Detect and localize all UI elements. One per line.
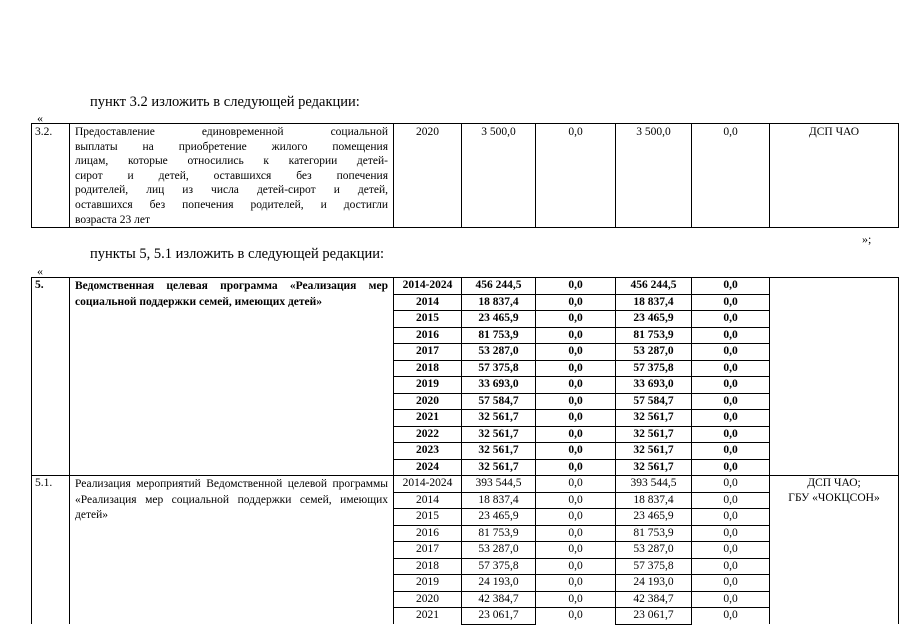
federal-cell: 0,0 <box>536 509 616 526</box>
regional-cell: 33 693,0 <box>616 377 692 394</box>
other-cell: 0,0 <box>692 542 770 559</box>
regional-cell: 23 465,9 <box>616 509 692 526</box>
table-points-5-5-1 <box>31 277 899 625</box>
total-cell: 18 837,4 <box>462 492 536 509</box>
other-cell: 0,0 <box>692 492 770 509</box>
row-number: 3.2. <box>32 124 70 228</box>
open-quote-2: « <box>37 264 43 278</box>
year-cell: 2021 <box>394 608 462 625</box>
executor-line: ДСП ЧАО; <box>807 477 861 489</box>
federal-cell: 0,0 <box>536 459 616 476</box>
total-cell: 32 561,7 <box>462 426 536 443</box>
desc-line: выплаты на приобретение жилого помещения <box>75 140 388 153</box>
executor-line: ГБУ «ЧОКЦСОН» <box>788 491 880 504</box>
desc-line: Предоставление единовременной социальной <box>75 126 388 138</box>
other-cell: 0,0 <box>692 410 770 427</box>
regional-cell: 32 561,7 <box>616 426 692 443</box>
federal-cell: 0,0 <box>536 542 616 559</box>
year-cell: 2019 <box>394 575 462 592</box>
year-cell: 2020 <box>394 393 462 410</box>
other-cell: 0,0 <box>692 294 770 311</box>
other-cell: 0,0 <box>692 278 770 295</box>
year-cell: 2020 <box>394 124 462 228</box>
other-cell: 0,0 <box>692 443 770 460</box>
year-cell: 2014-2024 <box>394 476 462 493</box>
year-cell: 2014-2024 <box>394 278 462 295</box>
federal-cell: 0,0 <box>536 377 616 394</box>
total-cell: 81 753,9 <box>462 327 536 344</box>
other-cell: 0,0 <box>692 344 770 361</box>
executor-cell <box>770 278 899 476</box>
federal-cell: 0,0 <box>536 525 616 542</box>
other-cell: 0,0 <box>692 311 770 328</box>
federal-cell: 0,0 <box>536 311 616 328</box>
total-cell: 23 465,9 <box>462 509 536 526</box>
heading-points-5-5-1: пункты 5, 5.1 изложить в следующей редакции: <box>90 246 385 262</box>
year-cell: 2015 <box>394 311 462 328</box>
federal-cell: 0,0 <box>536 591 616 608</box>
other-cell: 0,0 <box>692 377 770 394</box>
regional-cell: 456 244,5 <box>616 278 692 295</box>
federal-cell: 0,0 <box>536 476 616 493</box>
regional-cell: 53 287,0 <box>616 344 692 361</box>
regional-cell: 3 500,0 <box>616 124 692 228</box>
close-quote: »; <box>862 232 872 246</box>
total-cell: 32 561,7 <box>462 410 536 427</box>
table-row <box>32 278 899 295</box>
year-cell: 2018 <box>394 558 462 575</box>
regional-cell: 24 193,0 <box>616 575 692 592</box>
regional-cell: 57 375,8 <box>616 360 692 377</box>
federal-cell: 0,0 <box>536 344 616 361</box>
regional-cell: 32 561,7 <box>616 443 692 460</box>
total-cell: 456 244,5 <box>462 278 536 295</box>
total-cell: 57 584,7 <box>462 393 536 410</box>
year-cell: 2021 <box>394 410 462 427</box>
year-cell: 2014 <box>394 492 462 509</box>
regional-cell: 32 561,7 <box>616 459 692 476</box>
total-cell: 32 561,7 <box>462 459 536 476</box>
other-cell: 0,0 <box>692 509 770 526</box>
year-cell: 2015 <box>394 509 462 526</box>
regional-cell: 57 584,7 <box>616 393 692 410</box>
year-cell: 2024 <box>394 459 462 476</box>
desc-line: сирот и детей, оставшихся без попечения <box>75 169 388 182</box>
other-cell: 0,0 <box>692 591 770 608</box>
federal-cell: 0,0 <box>536 124 616 228</box>
row-description: Реализация мероприятий Ведомственной целевой программы «Реализация мер социальной поддержки семей, имеющих детей» <box>70 476 394 625</box>
year-cell: 2017 <box>394 542 462 559</box>
other-cell: 0,0 <box>692 525 770 542</box>
other-cell: 0,0 <box>692 360 770 377</box>
regional-cell: 57 375,8 <box>616 558 692 575</box>
federal-cell: 0,0 <box>536 492 616 509</box>
other-cell: 0,0 <box>692 575 770 592</box>
federal-cell: 0,0 <box>536 360 616 377</box>
year-cell: 2022 <box>394 426 462 443</box>
total-cell: 23 061,7 <box>462 608 536 625</box>
other-cell: 0,0 <box>692 476 770 493</box>
federal-cell: 0,0 <box>536 558 616 575</box>
row-description: Ведомственная целевая программа «Реализация мер социальной поддержки семей, имеющих детей» <box>70 278 394 476</box>
year-cell: 2014 <box>394 294 462 311</box>
year-cell: 2023 <box>394 443 462 460</box>
open-quote-1: « <box>37 111 43 125</box>
year-cell: 2019 <box>394 377 462 394</box>
federal-cell: 0,0 <box>536 426 616 443</box>
desc-line: возраста 23 лет <box>75 213 150 226</box>
federal-cell: 0,0 <box>536 443 616 460</box>
desc-line: лицам, которые относились к категории детей- <box>75 155 388 168</box>
regional-cell: 81 753,9 <box>616 525 692 542</box>
regional-cell: 23 061,7 <box>616 608 692 625</box>
year-cell: 2016 <box>394 327 462 344</box>
year-cell: 2018 <box>394 360 462 377</box>
total-cell: 24 193,0 <box>462 575 536 592</box>
other-cell: 0,0 <box>692 426 770 443</box>
desc-line: родителей, лиц из числа детей-сирот и детей, <box>75 184 388 197</box>
total-cell: 57 375,8 <box>462 558 536 575</box>
year-cell: 2017 <box>394 344 462 361</box>
row-number: 5.1. <box>32 476 70 625</box>
total-cell: 32 561,7 <box>462 443 536 460</box>
table-row <box>32 476 899 493</box>
row-number: 5. <box>32 278 70 476</box>
total-cell: 42 384,7 <box>462 591 536 608</box>
executor-cell <box>770 476 899 625</box>
regional-cell: 42 384,7 <box>616 591 692 608</box>
total-cell: 23 465,9 <box>462 311 536 328</box>
year-cell: 2016 <box>394 525 462 542</box>
heading-point-3-2: пункт 3.2 изложить в следующей редакции: <box>90 94 360 110</box>
federal-cell: 0,0 <box>536 608 616 625</box>
total-cell: 57 375,8 <box>462 360 536 377</box>
total-cell: 393 544,5 <box>462 476 536 493</box>
federal-cell: 0,0 <box>536 278 616 295</box>
total-cell: 53 287,0 <box>462 542 536 559</box>
regional-cell: 32 561,7 <box>616 410 692 427</box>
executor-cell: ДСП ЧАО <box>770 124 899 228</box>
federal-cell: 0,0 <box>536 393 616 410</box>
year-cell: 2020 <box>394 591 462 608</box>
federal-cell: 0,0 <box>536 410 616 427</box>
federal-cell: 0,0 <box>536 294 616 311</box>
other-cell: 0,0 <box>692 393 770 410</box>
other-cell: 0,0 <box>692 459 770 476</box>
regional-cell: 53 287,0 <box>616 542 692 559</box>
other-cell: 0,0 <box>692 558 770 575</box>
regional-cell: 393 544,5 <box>616 476 692 493</box>
table-row <box>32 124 899 228</box>
row-description <box>70 124 394 228</box>
federal-cell: 0,0 <box>536 575 616 592</box>
total-cell: 18 837,4 <box>462 294 536 311</box>
total-cell: 3 500,0 <box>462 124 536 228</box>
federal-cell: 0,0 <box>536 327 616 344</box>
total-cell: 81 753,9 <box>462 525 536 542</box>
other-cell: 0,0 <box>692 608 770 625</box>
other-cell: 0,0 <box>692 327 770 344</box>
total-cell: 33 693,0 <box>462 377 536 394</box>
regional-cell: 23 465,9 <box>616 311 692 328</box>
regional-cell: 18 837,4 <box>616 492 692 509</box>
other-cell: 0,0 <box>692 124 770 228</box>
total-cell: 53 287,0 <box>462 344 536 361</box>
regional-cell: 81 753,9 <box>616 327 692 344</box>
desc-line: оставшихся без попечения родителей, и достигли <box>75 198 388 211</box>
table-point-3-2 <box>31 123 899 228</box>
regional-cell: 18 837,4 <box>616 294 692 311</box>
